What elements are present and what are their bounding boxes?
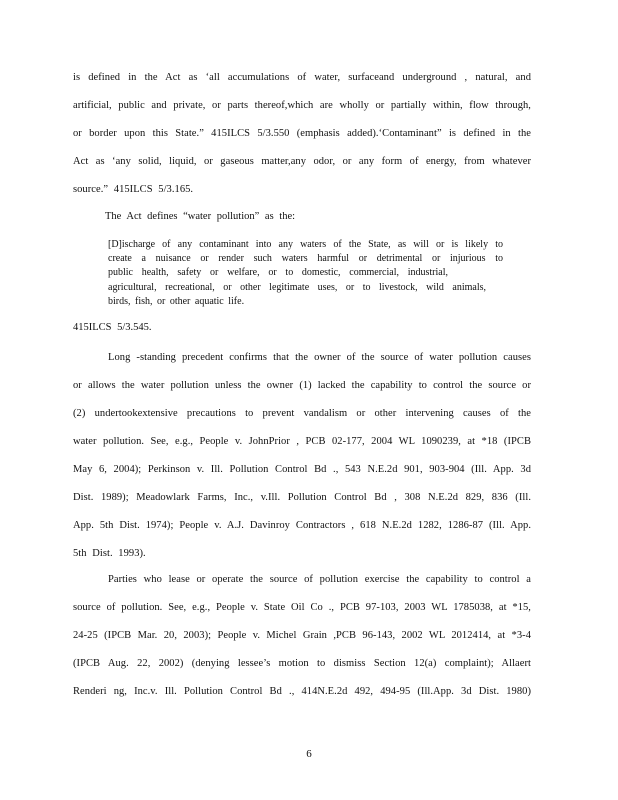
text-line: or border upon this State.” 415ILCS 5/3.550 (emphasis added).‘Contaminant” is defined in the <box>73 128 531 139</box>
text-line: 24-25 (IPCB Mar. 20, 2003); People v. Michel Grain ,PCB 96-143, 2002 WL 2012414, at *3-4 <box>73 630 531 641</box>
text-line: source.” 415ILCS 5/3.165. <box>73 184 194 195</box>
quote-line: agricultural, recreational, or other legitimate uses, or to livestock, wild animals, <box>108 281 486 293</box>
text-line: Act as ‘any solid, liquid, or gaseous matter,any odor, or any form of energy, from whatever <box>73 156 531 167</box>
text-line: May 6, 2004); Perkinson v. Ill. Pollution Control Bd ., 543 N.E.2d 901, 903-904 (Ill. App. 3d <box>73 464 531 475</box>
text-line: Long -standing precedent confirms that the owner of the source of water pollution causes <box>108 352 531 363</box>
text-line: water pollution. See, e.g., People v. JohnPrior , PCB 02-177, 2004 WL 1090239, at *18 (IPCB <box>73 436 531 447</box>
text-line: (2) undertookextensive precautions to prevent vandalism or other intervening causes of the <box>73 408 531 419</box>
quote-line: birds, fish, or other aquatic life. <box>108 295 245 307</box>
text-line: or allows the water pollution unless the owner (1) lacked the capability to control the source or <box>73 380 531 391</box>
text-line: Renderi ng, Inc.v. Ill. Pollution Control Bd ., 414N.E.2d 492, 494-95 (Ill.App. 3d Dist. 1980) <box>73 686 531 697</box>
paragraph-definitions <box>73 64 531 204</box>
text-line: artificial, public and private, or parts thereof,which are wholly or partially within, flow through, <box>73 100 531 111</box>
quote-line: [D]ischarge of any contaminant into any waters of the State, as will or is likely to <box>108 239 503 250</box>
text-line: (IPCB Aug. 22, 2002) (denying lessee’s motion to dismiss Section 12(a) complaint); Allaert <box>73 658 531 669</box>
page-number: 6 <box>306 748 312 760</box>
intro-line: The Act defines “water pollution” as the: <box>105 211 296 222</box>
paragraph-precedent <box>73 344 531 568</box>
text-line: is defined in the Act as ‘all accumulations of water, surfaceand underground , natural, and <box>73 72 531 83</box>
citation-line: 415ILCS 5/3.545. <box>73 322 152 333</box>
text-line: source of pollution. See, e.g., People v. State Oil Co ., PCB 97-103, 2003 WL 1785038, at *15, <box>73 602 531 613</box>
text-line: 5th Dist. 1993). <box>73 548 146 559</box>
text-line: App. 5th Dist. 1974); People v. A.J. Davinroy Contractors , 618 N.E.2d 1282, 1286-87 (Ill. App. <box>73 520 531 531</box>
text-line: Parties who lease or operate the source of pollution exercise the capability to control a <box>108 574 531 585</box>
block-quote <box>108 238 503 309</box>
quote-line: create a nuisance or render such waters harmful or detrimental or injurious to <box>108 253 503 265</box>
quote-line: public health, safety or welfare, or to domestic, commercial, industrial, <box>108 267 448 279</box>
text-line: Dist. 1989); Meadowlark Farms, Inc., v.Ill. Pollution Control Bd , 308 N.E.2d 829, 836 (Ill. <box>73 492 531 503</box>
paragraph-lessees <box>73 566 531 706</box>
